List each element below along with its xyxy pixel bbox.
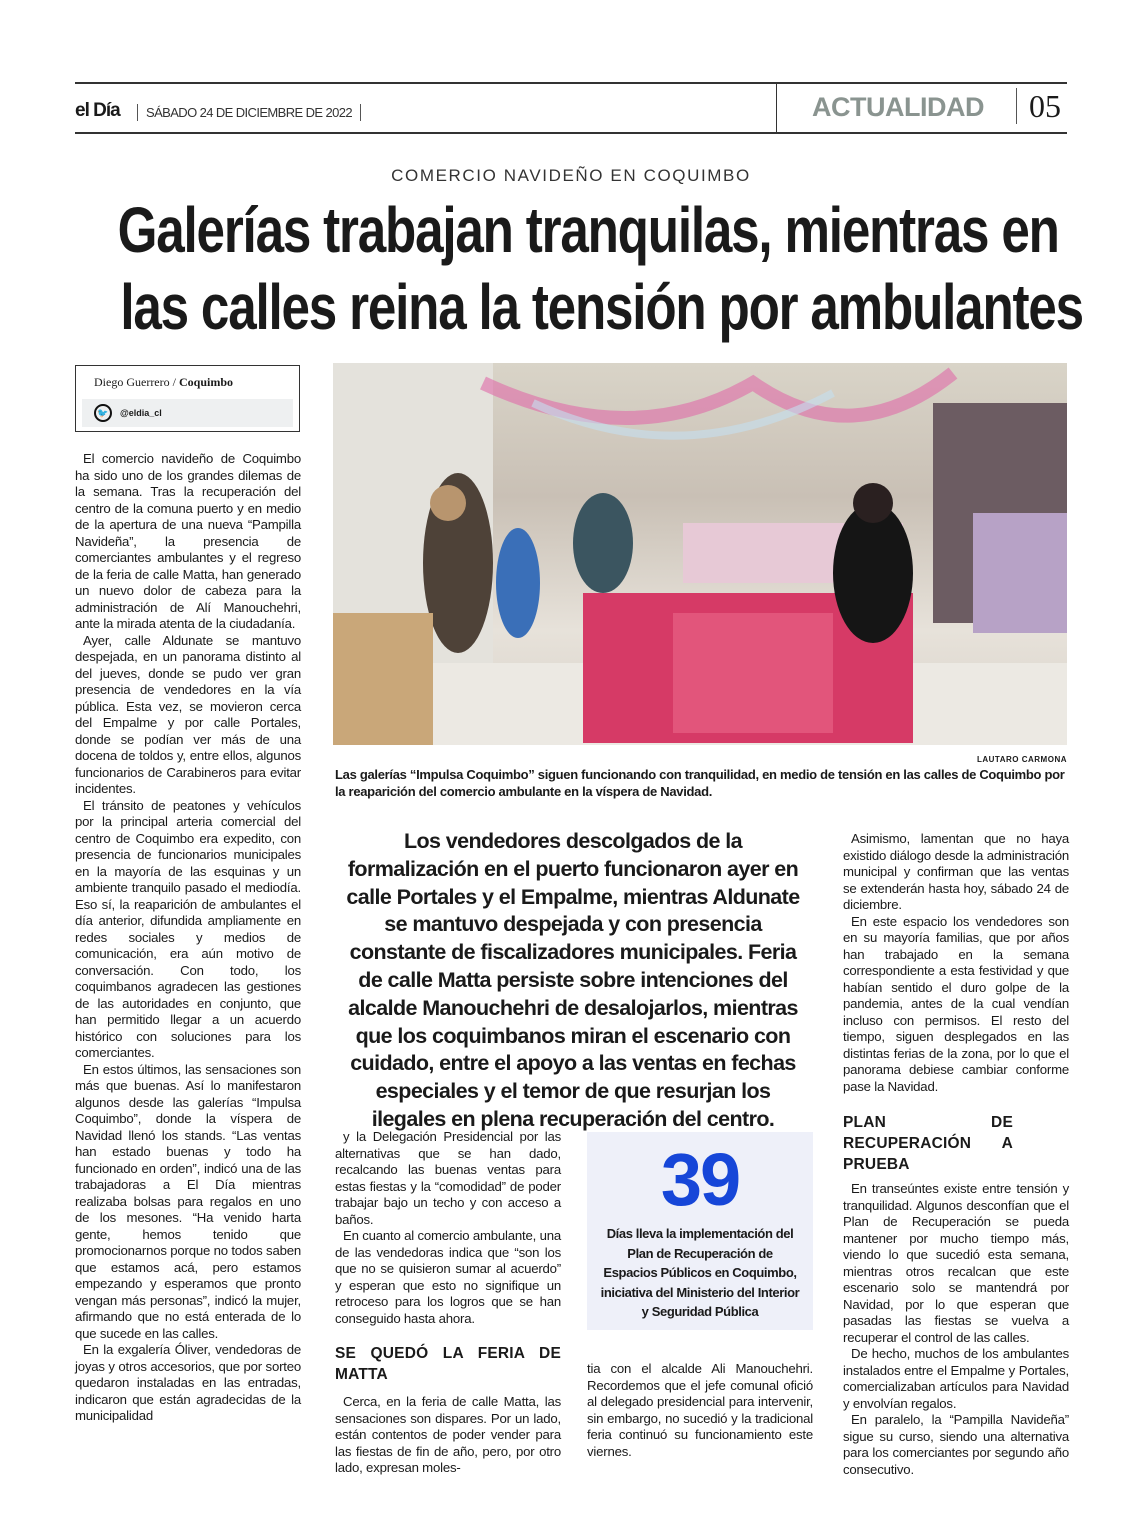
header-bottom-rule (75, 132, 1067, 134)
twitter-handle-row (82, 399, 293, 427)
photo-credit: LAUTARO CARMONA (976, 755, 1067, 764)
page-number: 05 (1016, 88, 1061, 124)
paragraph: tia con el alcalde Ali Manouchehri. Recordemos que el jefe comunal ofició al delegado presidencial para intervenir, sin embargo, no sucedió y la tradicional feria continuó su funcionamiento este viernes. (587, 1361, 813, 1459)
byline-separator: / (172, 375, 176, 389)
article-deck: Los vendedores descolgados de la formalización en el puerto funcionaron ayer en calle Portales y el Empalme, mientras Aldunate se mantuvo despejada y con presencia constante de fiscalizadores municipales. Feria de calle Matta persiste sobre intenciones del alcalde Manouchehri de desalojarlos, mientras que los coquimbanos miran el escenario con cuidado, entre el apoyo a las ventas en fechas especiales y el temor de que resurjan los ilegales en plena recuperación del centro. (346, 829, 800, 1131)
article-photo (333, 363, 1067, 745)
headline-text: las calles reina la tensión por ambulantes (120, 271, 1083, 343)
twitter-icon: 🐦 (94, 404, 112, 422)
headline-text: Galerías trabajan tranquilas, mientras en (117, 194, 1059, 266)
top-rule (75, 82, 1067, 84)
section-name: ACTUALIDAD (812, 92, 984, 122)
byline-location: Coquimbo (178, 375, 234, 389)
subheading: PLAN DE RECUPERACIÓN A PRUEBA (843, 1114, 1013, 1173)
paragraph: Ayer, calle Aldunate se mantuvo despejada, en un panorama distinto al del jueves, donde se pudo ver gran presencia de vendedores en la vía pública. Esta vez, se movieron cerca del Empalme y por calle Portales, donde se podían ver más de una docena de toldos y, entre ellos, algunos funcionarios de Carabineros para evitar incidentes. (75, 632, 301, 796)
body-column-2 (335, 1129, 561, 1477)
paragraph: El tránsito de peatones y vehículos por la principal arteria comercial del centro de Coquimbo era expedito, con presencia de funcionarios municipales en la mayoría de las esquinas y un ambiente tranquilo pasado el mediodía. Eso sí, la reaparición de ambulantes el día anterior, difundida ampliamente en redes sociales y medios de comunicación, era aún motivo de conversación. Con todo, los coquimbanos agradecen las gestiones de las autoridades en conjunto, que han permitido llegar a un acuerdo histórico con soluciones para los comerciantes. (75, 797, 301, 1060)
paragraph: En estos últimos, las sensaciones son más que buenas. Así lo manifestaron algunos desde las galerías “Impulsa Coquimbo”, donde la víspera de Navidad llenó los stands. “Las ventas han estado buenas y todo ha funcionado en orden”, indicó una de las trabajadoras a El Día mientras realizaba bolsas para regalos en uno de los mesones. “Ha venido harta gente, hemos tenido que promocionarnos porque no todos saben que estamos acá, pero estamos empezando y esperamos que pronto vengan más personas”, indicó la mujer, afirmando que no está enterada de lo que sucede en las calles. (75, 1061, 301, 1341)
issue-date: SÁBADO 24 DE DICIEMBRE DE 2022 (137, 104, 361, 121)
paragraph: En la exgalería Óliver, vendedoras de joyas y otros accesorios, que por sorteo quedaron instaladas en las entradas, indicaron que están agradecidas de la municipalidad (75, 1342, 301, 1423)
paragraph: En paralelo, la “Pampilla Navideña” sigue su curso, siendo una alternativa para los comerciantes por segundo año consecutivo. (843, 1412, 1069, 1477)
stat-description: Días lleva la implementación del Plan de Recuperación de Espacios Públicos en Coquimbo, iniciativa del Ministerio del Interior y Seguridad Pública (600, 1226, 800, 1319)
author-name: Diego Guerrero (94, 375, 170, 389)
body-column-3 (587, 1361, 813, 1460)
header-divider (776, 82, 777, 133)
stat-box (587, 1132, 813, 1330)
body-column-1 (75, 451, 301, 1425)
paragraph: y la Delegación Presidencial por las alternativas que se han dado, recalcando las buenas ventas para estas fiestas y la “comodidad” de poder trabajar bajo un techo y con acceso a baños. (335, 1129, 561, 1227)
paragraph: En cuanto al comercio ambulante, una de las vendedoras indica que “son los que no se quisieron sumar al acuerdo” y esperan que esto no signifique un retroceso para los logros que se han conseguido hasta ahora. (335, 1228, 561, 1326)
paragraph: El comercio navideño de Coquimbo ha sido uno de los grandes dilemas de la semana. Tras la recuperación del centro de la comuna puerto y en medio de la apertura de una nueva “Pampilla Navideña”, la presencia de comerciantes ambulantes y el regreso de la feria de calle Matta, han generado un nuevo dolor de cabeza para la administración de Alí Manouchehri, ante la mirada atenta de la ciudadanía. (75, 451, 301, 631)
byline (82, 372, 293, 393)
paragraph: De hecho, muchos de los ambulantes instalados entre el Empalme y Portales, comercializaban artículos para Navidad y envolvían regalos. (843, 1346, 1069, 1411)
paragraph: Asimismo, lamentan que no haya existido diálogo desde la administración municipal y confirman que las ventas se extenderán hasta hoy, sábado 24 de diciembre. (843, 831, 1069, 912)
photo-caption: Las galerías “Impulsa Coquimbo” siguen funcionando con tranquilidad, en medio de tensión en las calles de Coquimbo por la reaparición del comercio ambulante en la víspera de Navidad. (335, 767, 1065, 799)
byline-box (75, 365, 300, 432)
twitter-handle[interactable]: @eldia_cl (120, 408, 162, 418)
headline-line-1 (0, 193, 1142, 267)
paragraph: En este espacio los vendedores son en su mayoría familias, que por años han trabajado en la semana correspondiente a esta festividad y que habían sentido el duro golpe de la pandemia, antes de la cual vendían incluso con permisos. El resto del tiempo, siguen desplegados en las distintas ferias de la zona, por lo que el panorama debiese cambiar conforme pase la Navidad. (843, 913, 1069, 1094)
body-column-4 (843, 831, 1069, 1478)
newspaper-logo: el Día (75, 100, 120, 121)
subheading: SE QUEDÓ LA FERIA DE MATTA (335, 1345, 561, 1383)
article-kicker: COMERCIO NAVIDEÑO EN COQUIMBO (391, 166, 751, 185)
paragraph: En transeúntes existe entre tensión y tranquilidad. Algunos desconfían que el Plan de Recuperación se pueda mantener por mucho tiempo más, viendo lo que sucedió esta semana, mientras otros recalcan que este escenario solo se mantendrá por Navidad, por lo que esperan que pasadas las fiestas se vuelva a recuperar el control de las calles. (843, 1181, 1069, 1345)
stat-number: 39 (660, 1138, 740, 1221)
headline-line-2 (0, 270, 1142, 344)
photo-illustration (333, 363, 1067, 745)
paragraph: Cerca, en la feria de calle Matta, las sensaciones son dispares. Por un lado, están contentos de poder vender para las fiestas de fin de año, pero, por otro lado, expresan moles- (335, 1394, 561, 1475)
